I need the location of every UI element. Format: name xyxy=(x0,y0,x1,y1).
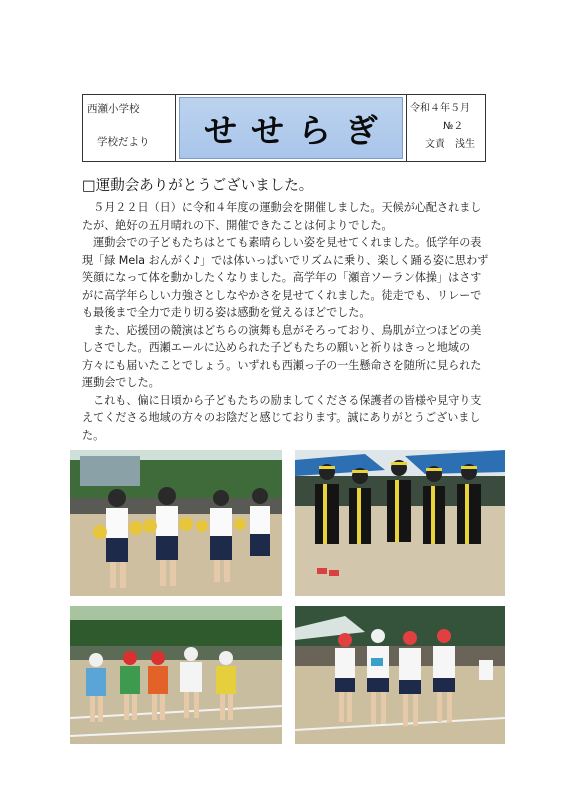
newsletter-header xyxy=(82,94,486,162)
header-right-cell xyxy=(406,95,485,161)
photo-relay-runners xyxy=(70,606,282,744)
paragraph: また、応援団の競演はどちらの演舞も息がそろっており、鳥肌が立つほどの美しさでした。西瀬エールに込められた子どもたちの願いと祈りはきっと地域の方々にも届いたことでしょう。いずれも西瀬っ子の一生懸命さを随所に見られた運動会でした。 xyxy=(82,323,482,389)
author-credit: 文責 浅生 xyxy=(425,139,475,150)
photo-cheer-dance xyxy=(70,450,282,596)
photo-footrace xyxy=(295,606,505,744)
newsletter-title: せせらぎ xyxy=(179,97,403,159)
article-heading: □運動会ありがとうございました。 xyxy=(82,178,314,194)
header-title-cell xyxy=(176,95,406,161)
school-name: 西瀬小学校 xyxy=(87,103,140,115)
issue-date: 令和４年５月 xyxy=(410,103,470,114)
issue-number: №２ xyxy=(443,121,464,132)
header-left-cell xyxy=(83,95,176,161)
photo-soran-dance xyxy=(295,450,505,596)
article-body xyxy=(82,199,492,444)
paragraph: これも、偏に日頃から子どもたちの励ましてくださる保護者の皆様や見守り支えてくださる地域の方々のお陰だと感じております。誠にありがとうございました。 xyxy=(82,393,482,442)
paragraph: 運動会での子どもたちはとても素晴らしい姿を見せてくれました。低学年の表現「緑 Mela おんがく♪」では体いっぱいでリズムに乗り、楽しく踊る姿に思わず笑顔になって体を動かしたくなりました。高学年の「瀬音ソーラン体操」はさすがに高学年らしい力強さとしなやかさを見せてくれました。徒走でも、リレーでも最後まで全力で走り切る姿は感動を覚えるほどでした。 xyxy=(82,236,489,319)
newsletter-subtitle: 学校だより xyxy=(97,136,150,148)
paragraph: ５月２２日（日）に令和４年度の運動会を開催しました。天候が心配されましたが、絶好の五月晴れの下、開催できたことは何よりでした。 xyxy=(82,201,482,232)
